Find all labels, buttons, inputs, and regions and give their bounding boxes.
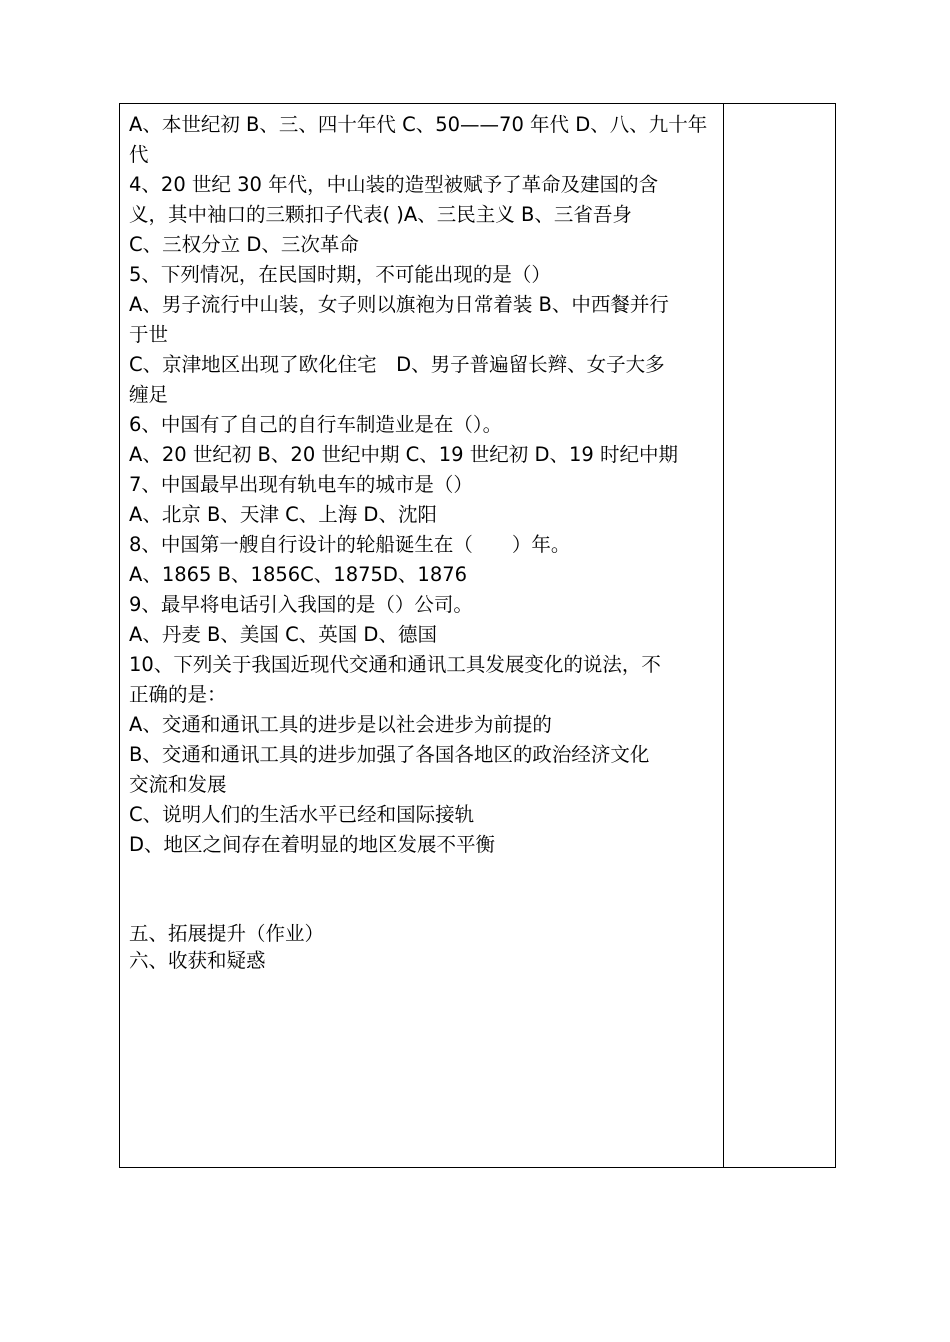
question-line: C、三权分立 D、三次革命 xyxy=(129,233,359,256)
spacer xyxy=(129,860,715,920)
question-line: A、北京 B、天津 C、上海 D、沈阳 xyxy=(129,503,437,526)
question-line: 代 xyxy=(129,143,149,166)
question-line: 交流和发展 xyxy=(129,773,227,796)
main-cell xyxy=(120,104,724,1167)
content-table xyxy=(119,103,836,1168)
question-line: A、男子流行中山装，女子则以旗袍为日常着装 B、中西餐并行 xyxy=(129,293,669,316)
question-line: C、说明人们的生活水平已经和国际接轨 xyxy=(129,803,475,826)
question-line: A、1865 B、1856C、1875D、1876 xyxy=(129,563,468,586)
section-heading-reflection: 六、收获和疑惑 xyxy=(129,949,266,972)
question-line: C、京津地区出现了欧化住宅 D、男子普遍留长辫、女子大多 xyxy=(129,353,665,376)
question-line: 5、下列情况，在民国时期，不可能出现的是（） xyxy=(129,263,551,286)
question-line: A、20 世纪初 B、20 世纪中期 C、19 世纪初 D、19 时纪中期 xyxy=(129,443,678,466)
question-line: D、地区之间存在着明显的地区发展不平衡 xyxy=(129,833,496,856)
question-line: 正确的是： xyxy=(129,683,227,706)
notes-cell xyxy=(724,104,835,1167)
question-line: A、丹麦 B、美国 C、英国 D、德国 xyxy=(129,623,437,646)
question-line: 7、中国最早出现有轨电车的城市是（） xyxy=(129,473,473,496)
section-heading-extension: 五、拓展提升（作业） xyxy=(129,922,325,945)
question-line: 于世 xyxy=(129,323,169,346)
question-line: B、交通和通讯工具的进步加强了各国各地区的政治经济文化 xyxy=(129,743,650,766)
question-line: 4、20 世纪 30 年代，中山装的造型被赋予了革命及建国的含 xyxy=(129,173,659,196)
question-line: 10、下列关于我国近现代交通和通讯工具发展变化的说法，不 xyxy=(129,653,661,676)
question-line: 义，其中袖口的三颗扣子代表( )A、三民主义 B、三省吾身 xyxy=(129,203,632,226)
question-line: A、本世纪初 B、三、四十年代 C、50——70 年代 D、八、九十年 xyxy=(129,113,708,136)
question-line: 6、中国有了自己的自行车制造业是在（）。 xyxy=(129,413,503,436)
question-line: 9、最早将电话引入我国的是（）公司。 xyxy=(129,593,473,616)
question-line: A、交通和通讯工具的进步是以社会进步为前提的 xyxy=(129,713,552,736)
question-line: 缠足 xyxy=(129,383,169,406)
question-line: 8、中国第一艘自行设计的轮船诞生在（ ）年。 xyxy=(129,533,571,556)
